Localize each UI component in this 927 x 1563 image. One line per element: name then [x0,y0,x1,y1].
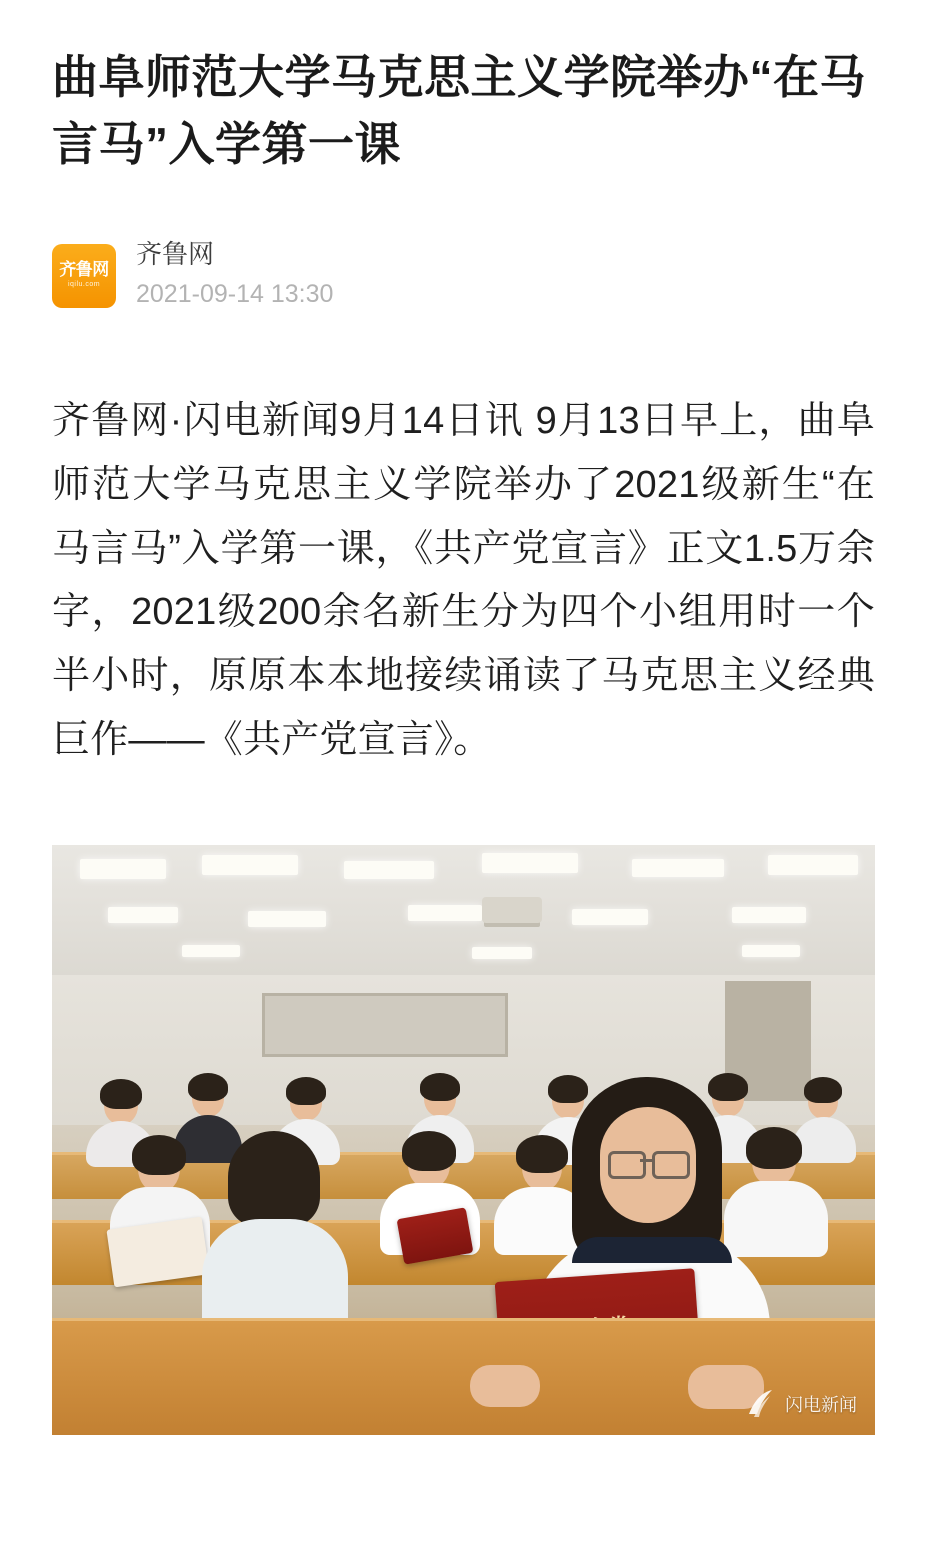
ceiling [52,845,875,975]
shandian-logo-icon [743,1387,777,1421]
whiteboard [262,993,508,1057]
article-meta [52,237,875,314]
watermark [743,1387,857,1421]
article-figure [52,845,875,1435]
projector [482,897,542,923]
watermark-label: 闪电新闻 [785,1394,857,1415]
source-logo[interactable] [52,244,116,308]
source-logo-subtext: iqilu.com [67,281,101,288]
classroom-photo [52,845,875,1435]
source-name[interactable]: 齐鲁网 [136,239,215,270]
classroom-wall [52,975,875,1125]
page-title: 曲阜师范大学马克思主义学院举办“在马言马”入学第一课 [52,51,866,170]
publish-time: 2021-09-14 13:30 [136,280,334,309]
article-body [52,390,875,773]
source-logo-text: 齐鲁网 [59,260,109,280]
meta-text-group [136,237,333,314]
article-paragraph: 齐鲁网·闪电新闻9月14日讯 9月13日早上，曲阜师范大学马克思主义学院举办了2021级新生“在马言马”入学第一课，《共产党宣言》正文1.5万余字，2021级200余名新生分为四个小组用时一个半小时，原原本本地接续诵读了马克思主义经典巨作——《共产党宣言》。 [52,399,875,762]
